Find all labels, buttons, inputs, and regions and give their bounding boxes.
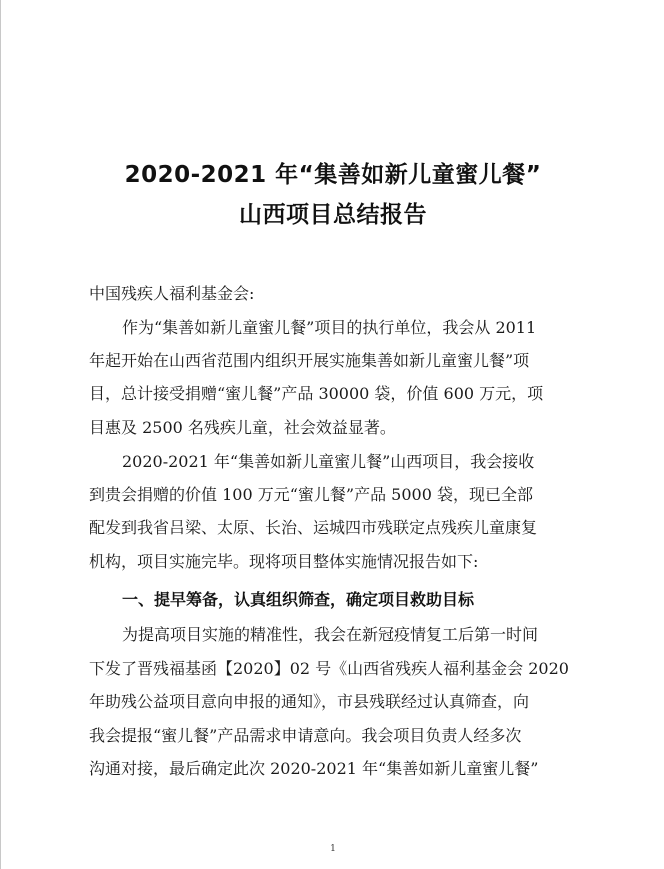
paragraph-1-line-3: 目，总计接受捐赠“蜜儿餐”产品 30000 袋，价值 600 万元，项: [89, 384, 544, 403]
paragraph-3-line-3: 年助残公益项目意向申报的通知》，市县残联经过认真筛查，向: [89, 692, 530, 711]
paragraph-3-line-4: 我会提报“蜜儿餐”产品需求申请意向。我会项目负责人经多次: [89, 726, 522, 745]
paragraph-2-line-3: 配发到我省吕梁、太原、长治、运城四市残联定点残疾儿童康复: [89, 518, 538, 537]
salutation: 中国残疾人福利基金会:: [89, 284, 255, 303]
page-number: 1: [330, 844, 336, 854]
document-title-line-1: 2020-2021 年“集善如新儿童蜜儿餐”: [124, 162, 542, 188]
paragraph-3-line-5: 沟通对接，最后确定此次 2020-2021 年“集善如新儿童蜜儿餐”: [89, 759, 539, 778]
paragraph-2-line-1: 2020-2021 年“集善如新儿童蜜儿餐”山西项目，我会接收: [122, 452, 535, 471]
paragraph-1-line-4: 目惠及 2500 名残疾儿童，社会效益显著。: [89, 418, 396, 437]
paragraph-3-line-2: 下发了晋残福基函【2020】02 号《山西省残疾人福利基金会 2020: [89, 659, 569, 678]
paragraph-1-line-1: 作为“集善如新儿童蜜儿餐”项目的执行单位，我会从 2011: [122, 318, 537, 337]
document-title-line-2: 山西项目总结报告: [239, 202, 427, 228]
paragraph-2-line-2: 到贵会捐赠的价值 100 万元“蜜儿餐”产品 5000 袋，现已全部: [89, 485, 533, 504]
paragraph-3-line-1: 为提高项目实施的精准性，我会在新冠疫情复工后第一时间: [122, 625, 539, 644]
section-1-heading: 一、提早筹备，认真组织筛查，确定项目救助目标: [122, 590, 475, 609]
paragraph-2-line-4: 机构，项目实施完毕。现将项目整体实施情况报告如下:: [89, 552, 479, 571]
paragraph-1-line-2: 年起开始在山西省范围内组织开展实施集善如新儿童蜜儿餐”项: [89, 351, 530, 370]
